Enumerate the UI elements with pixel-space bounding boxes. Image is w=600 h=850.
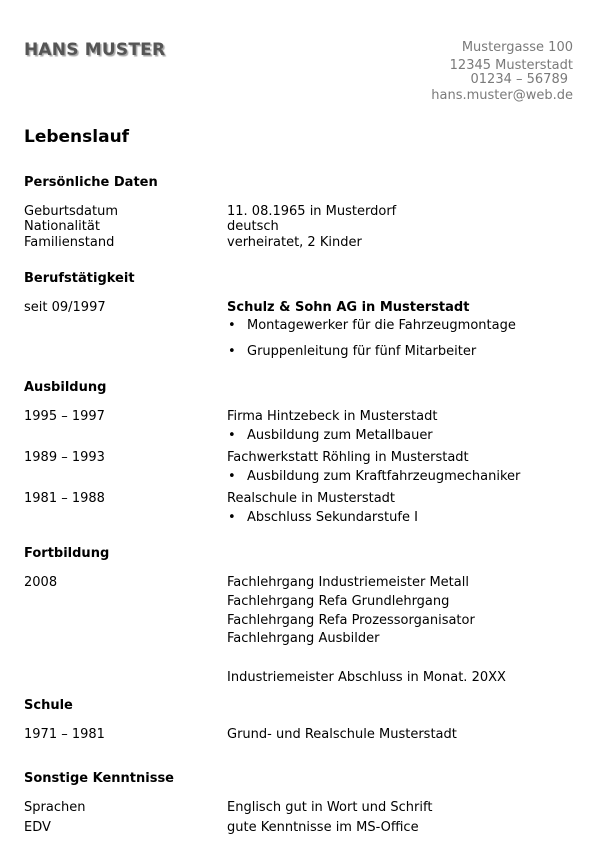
training-period: 1995 – 1997 xyxy=(24,409,105,424)
work-bullet: • Montagewerker für die Fahrzeugmontage xyxy=(247,318,516,333)
further-period: 2008 xyxy=(24,575,58,590)
personal-value: deutsch xyxy=(227,219,279,234)
training-bullet: • Abschluss Sekundarstufe I xyxy=(247,510,418,525)
document-title: Lebenslauf xyxy=(24,127,130,147)
training-place: Firma Hintzebeck in Musterstadt xyxy=(227,409,438,424)
personal-value: verheiratet, 2 Kinder xyxy=(227,235,362,250)
school-period: 1971 – 1981 xyxy=(24,727,105,742)
personal-label: Familienstand xyxy=(24,235,115,250)
further-course: Fachlehrgang Refa Grundlehrgang xyxy=(227,594,450,609)
personal-label: Nationalität xyxy=(24,219,100,234)
section-heading-training: Ausbildung xyxy=(24,380,107,395)
training-period: 1981 – 1988 xyxy=(24,491,105,506)
work-bullet: • Gruppenleitung für fünf Mitarbeiter xyxy=(247,344,476,359)
address-city: 12345 Musterstadt xyxy=(449,58,573,73)
further-course: Fachlehrgang Industriemeister Metall xyxy=(227,575,469,590)
training-place: Realschule in Musterstadt xyxy=(227,491,396,506)
further-note: Industriemeister Abschluss in Monat. 20XX xyxy=(227,670,506,685)
skills-label: EDV xyxy=(24,820,51,835)
work-period: seit 09/1997 xyxy=(24,300,106,315)
section-heading-further: Fortbildung xyxy=(24,546,110,561)
section-heading-skills: Sonstige Kenntnisse xyxy=(24,771,174,786)
address-phone: 01234 – 56789 xyxy=(470,72,568,87)
address-email: hans.muster@web.de xyxy=(431,88,573,103)
section-heading-personal: Persönliche Daten xyxy=(24,175,158,190)
skills-value: gute Kenntnisse im MS-Office xyxy=(227,820,419,835)
further-course: Fachlehrgang Refa Prozessorganisator xyxy=(227,613,475,628)
training-place: Fachwerkstatt Röhling in Musterstadt xyxy=(227,450,469,465)
applicant-name: HANS MUSTER xyxy=(24,40,166,60)
address-street: Mustergasse 100 xyxy=(461,40,573,55)
personal-label: Geburtsdatum xyxy=(24,204,118,219)
personal-value: 11. 08.1965 in Musterdorf xyxy=(227,204,397,219)
work-employer: Schulz & Sohn AG in Musterstadt xyxy=(227,300,470,315)
training-period: 1989 – 1993 xyxy=(24,450,105,465)
training-bullet: • Ausbildung zum Metallbauer xyxy=(247,428,433,443)
section-heading-work: Berufstätigkeit xyxy=(24,271,135,286)
skills-label: Sprachen xyxy=(24,800,86,815)
further-course: Fachlehrgang Ausbilder xyxy=(227,631,380,646)
school-value: Grund- und Realschule Musterstadt xyxy=(227,727,457,742)
section-heading-school: Schule xyxy=(24,698,73,713)
training-bullet: • Ausbildung zum Kraftfahrzeugmechaniker xyxy=(247,469,520,484)
skills-value: Englisch gut in Wort und Schrift xyxy=(227,800,433,815)
